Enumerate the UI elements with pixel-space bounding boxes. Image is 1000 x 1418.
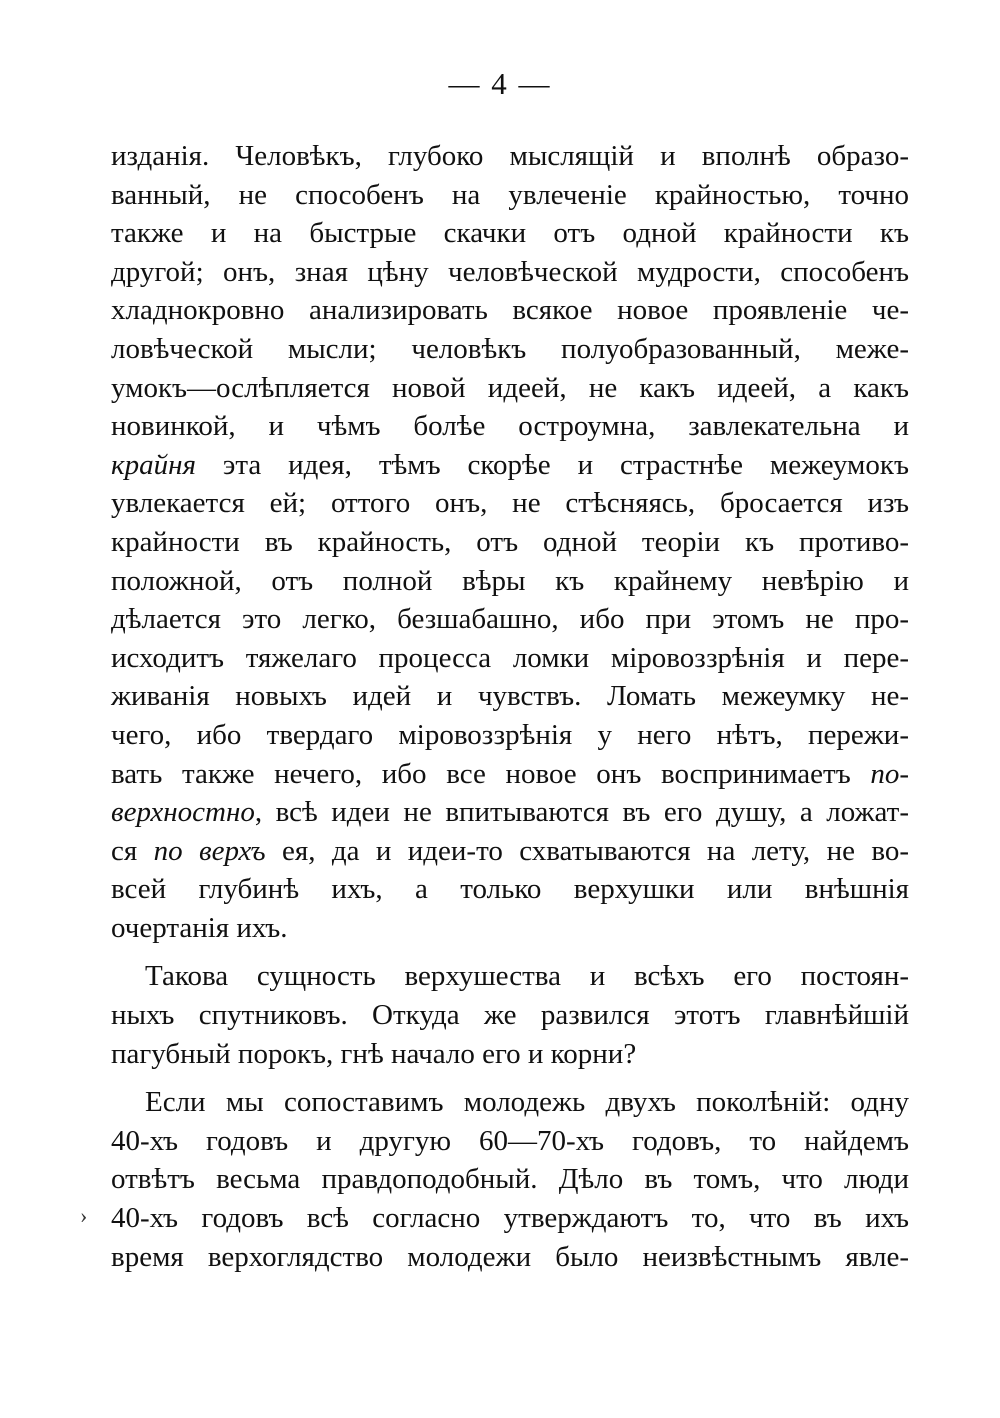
body-text [111, 137, 909, 1276]
paragraph-gap [111, 947, 909, 957]
italic-text: крайня [111, 448, 196, 481]
text-line: дѣлается это легко, безшабашно, ибо при этомъ не про- [111, 603, 909, 636]
paragraph-3 [111, 1083, 909, 1276]
text-line: всей глубинѣ ихъ, а только верхушки или внѣшнія [111, 873, 909, 906]
text-line: изданія. Человѣкъ, глубоко мыслящій и вполнѣ образо- [111, 140, 909, 172]
text-line: ловѣческой мысли; человѣкъ полуобразованный, меже- [111, 332, 909, 365]
paragraph-1 [111, 137, 909, 947]
text-segment: вать также нечего, ибо все новое онъ воспринимаетъ [111, 757, 871, 790]
italic-text: по- [870, 757, 909, 790]
text-line: живанія новыхъ идей и чувствъ. Ломать межеумку не- [111, 680, 909, 713]
text-line: чего, ибо твердаго міровоззрѣнія у него нѣтъ, пережи- [111, 718, 909, 751]
text-line: хладнокровно анализировать всякое новое проявленіе че- [111, 294, 909, 327]
text-line: очертанія ихъ. [111, 911, 288, 944]
paragraph-2 [111, 957, 909, 1073]
margin-mark: › [80, 1203, 88, 1228]
text-line [111, 755, 909, 794]
text-line: крайности въ крайность, отъ одной теоріи къ противо- [111, 525, 909, 558]
text-line: отвѣтъ весьма правдоподобный. Дѣло въ томъ, что люди [111, 1163, 909, 1196]
text-line: время верхоглядство молодежи было неизвѣстнымъ явле- [111, 1240, 909, 1273]
text-line: Если мы сопоставимъ молодежь двухъ поколѣній: одну [145, 1086, 909, 1119]
paragraph-gap [111, 1073, 909, 1083]
text-line: положной, отъ полной вѣры къ крайнему невѣрію и [111, 564, 909, 597]
text-segment: ся [111, 834, 154, 867]
text-segment: эта идея, тѣмъ скорѣе и страстнѣе межеумокъ [195, 448, 909, 481]
italic-text: верхностно [111, 796, 255, 829]
text-line: исходитъ тяжелаго процесса ломки міровоззрѣнія и пере- [111, 641, 909, 674]
text-line: Такова сущность верхушества и всѣхъ его постоян- [145, 960, 909, 993]
text-line: ныхъ спутниковъ. Откуда же развился этотъ главнѣйшій [111, 999, 909, 1032]
text-line: другой; онъ, зная цѣну человѣческой мудрости, способенъ [111, 255, 909, 288]
text-segment: , всѣ идеи не впитываются въ его душу, а ложат- [254, 796, 909, 829]
text-line [111, 832, 909, 871]
text-line: ванный, не способенъ на увлеченіе крайностью, точно [111, 178, 909, 211]
text-line: увлекается ей; оттого онъ, не стѣсняясь, бросается изъ [111, 487, 909, 520]
text-line: умокъ—ослѣпляется новой идеей, не какъ идеей, а какъ [111, 371, 909, 404]
text-segment: ея, да и идеи-то схватываются на лету, не во- [265, 834, 910, 867]
text-line: 40-хъ годовъ и другую 60—70-хъ годовъ, то найдемъ [111, 1124, 909, 1157]
text-line: 40-хъ годовъ всѣ согласно утверждаютъ то, что въ ихъ [111, 1202, 909, 1235]
text-line [111, 793, 909, 832]
text-line: пагубный порокъ, гнѣ начало его и корни? [111, 1037, 637, 1070]
page-number: — 4 — [448, 66, 552, 101]
text-line [111, 446, 909, 485]
text-line: также и на быстрые скачки отъ одной крайности къ [111, 217, 909, 250]
italic-text: по верхъ [153, 834, 266, 867]
text-line: новинкой, и чѣмъ болѣе остроумна, завлекательна и [111, 410, 909, 443]
